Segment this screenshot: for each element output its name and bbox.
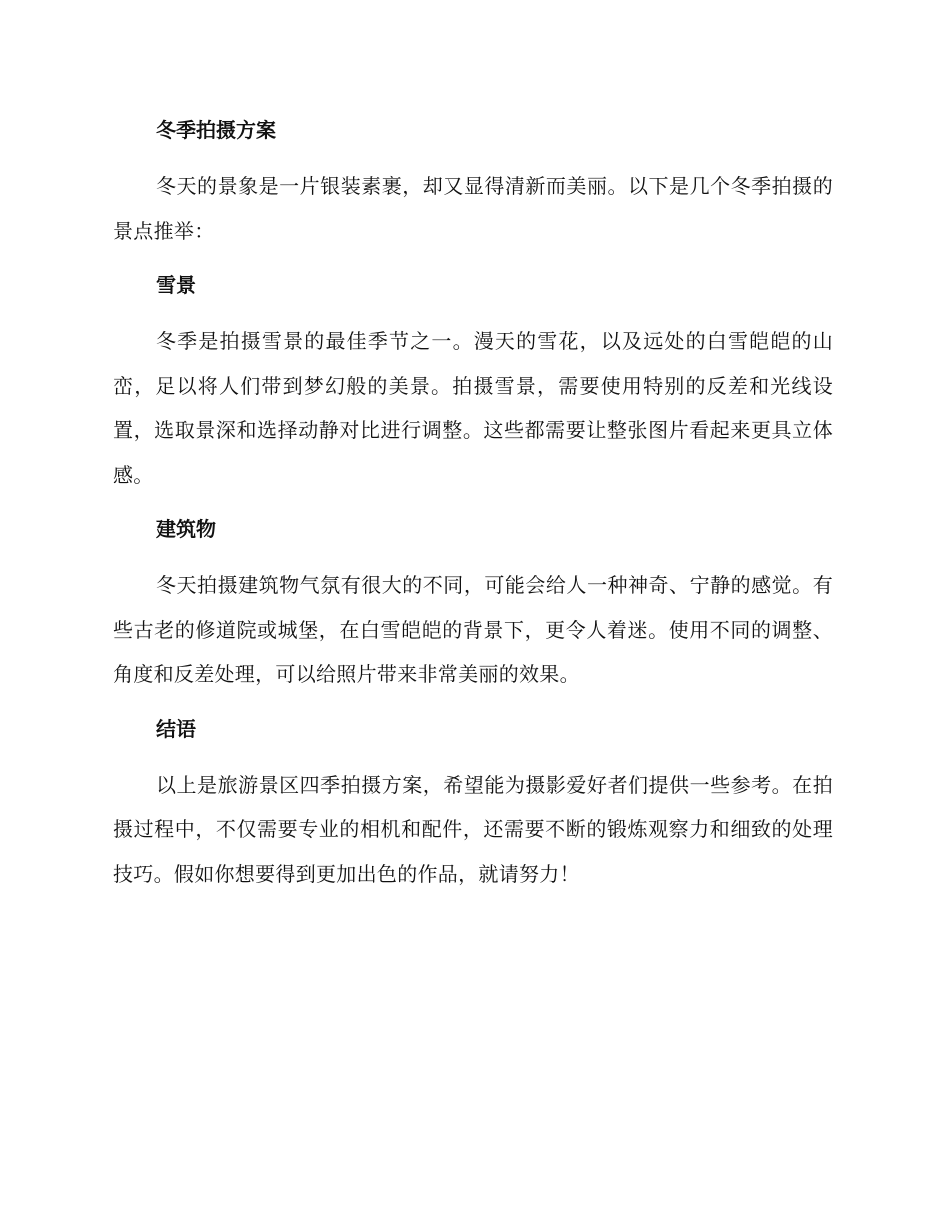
section-paragraph-buildings: 冬天拍摄建筑物气氛有很大的不同，可能会给人一种神奇、宁静的感觉。有些古老的修道院或城堡，在白雪皑皑的背景下，更令人着迷。使用不同的调整、角度和反差处理，可以给照片带来非常美丽的效果。 — [113, 573, 833, 686]
section-heading-buildings: 建筑物 — [156, 517, 216, 541]
spacer — [113, 497, 833, 507]
spacer — [113, 253, 833, 263]
section-heading-snow: 雪景 — [156, 273, 196, 297]
spacer — [113, 152, 833, 164]
section-heading-conclusion: 结语 — [156, 716, 196, 741]
section-paragraph-snow: 冬季是拍摄雪景的最佳季节之一。漫天的雪花，以及远处的白雪皑皑的山峦，足以将人们带到梦幻般的美景。拍摄雪景，需要使用特别的反差和光线设置，选取景深和选择动静对比进行调整。这些都需要让整张图片看起来更具立体感。 — [113, 329, 833, 487]
document-page — [113, 108, 833, 896]
spacer — [113, 697, 833, 707]
section-heading-winter-plan: 冬季拍摄方案 — [156, 118, 276, 142]
spacer — [113, 551, 833, 563]
spacer — [113, 307, 833, 319]
spacer — [113, 751, 833, 763]
section-paragraph-winter-plan: 冬天的景象是一片银装素裹，却又显得清新而美丽。以下是几个冬季拍摄的景点推举： — [113, 174, 833, 243]
section-paragraph-conclusion: 以上是旅游景区四季拍摄方案，希望能为摄影爱好者们提供一些参考。在拍摄过程中，不仅需要专业的相机和配件，还需要不断的锻炼观察力和细致的处理技巧。假如你想要得到更加出色的作品，就请努力！ — [113, 772, 833, 886]
